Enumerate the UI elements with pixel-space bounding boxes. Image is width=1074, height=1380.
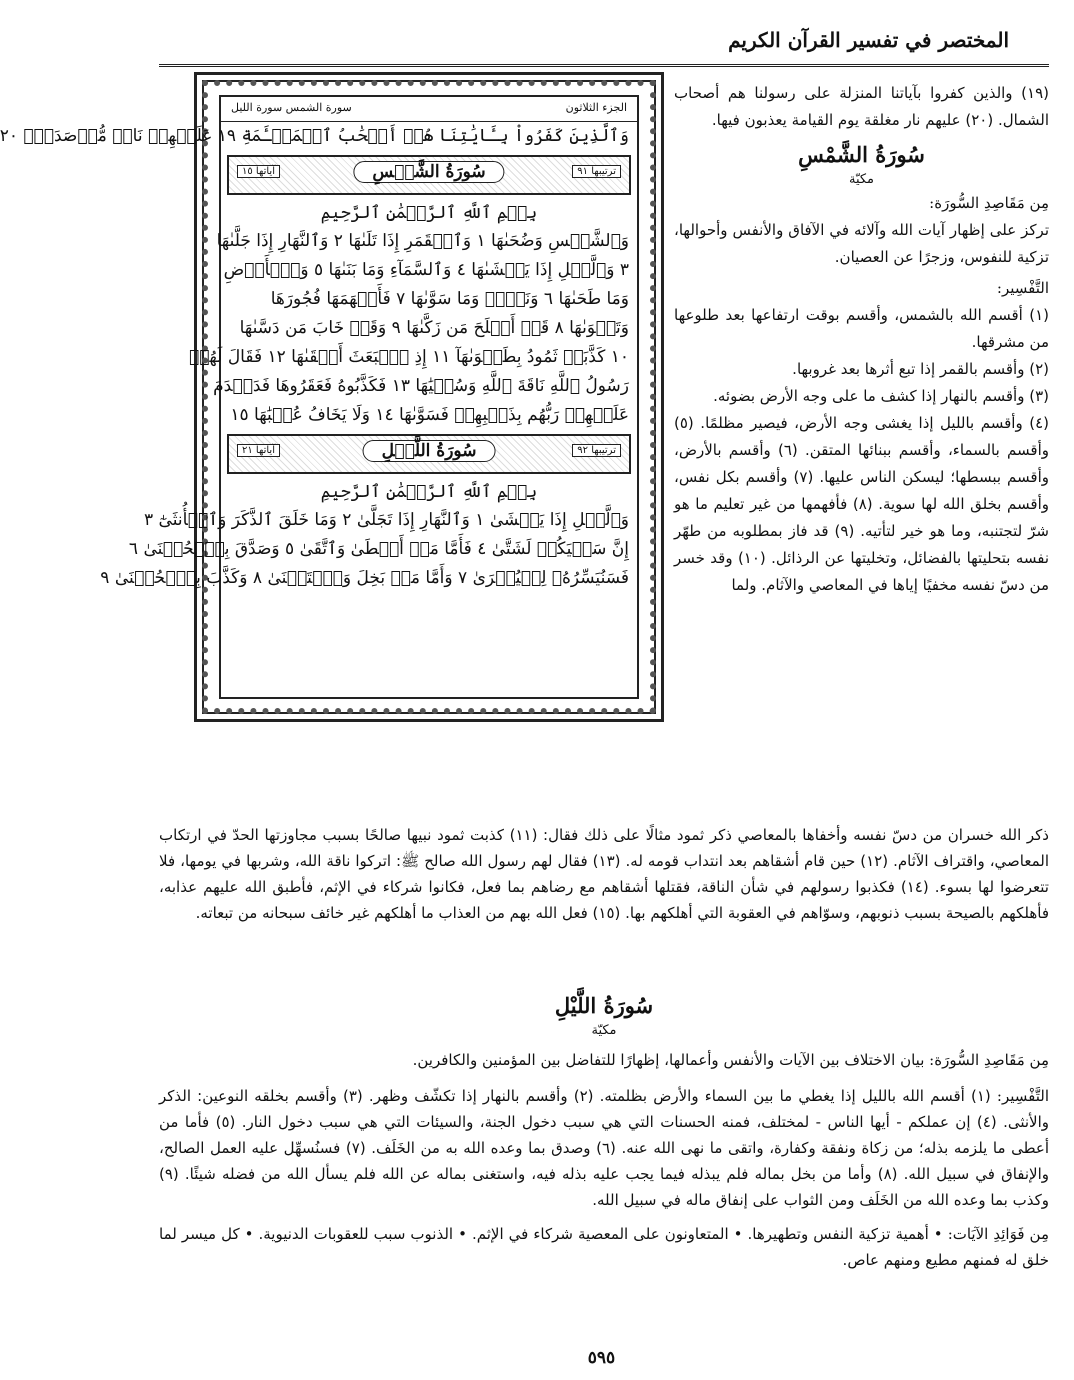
frame-inner (0, 95, 639, 699)
tafsir-label: التَّفْسِير: (996, 279, 1049, 297)
commentary-paragraph: (١٩) والذين كفروا بآياتنا المنزلة على رسولنا هم أصحاب الشمال. (٢٠) عليهم نار مغلقة يوم القيامة يعذبون فيها. (674, 84, 1049, 129)
juz-label: الجزء الثلاثون (565, 101, 627, 114)
book-title: المختصر في تفسير القرآن الكريم (728, 28, 1009, 52)
tafsir-verse: (٣) وأقسم بالنهار إذا كشف ما على وجه الأرض بضوئه. (713, 387, 1049, 405)
makkiya-label: مكيّة (591, 1023, 617, 1038)
maqasid-text: بيان الاختلاف بين الآيات والأنفس وأعمالها، إظهارًا للتفاضل بين المؤمنين والكافرين. (412, 1051, 925, 1069)
surah-ayah-count: آياتها ٢١ (237, 444, 280, 457)
surah-title: سُورَةُ اللَّيۡلِ (363, 440, 496, 462)
makkiya-label: مكيّة (848, 172, 875, 187)
commentary-column (674, 80, 1049, 599)
surah-heading: سُورَةُ اللَّيْلِ (554, 993, 654, 1018)
ayah-line: ٣ وَٱلَّيۡلِ إِذَا يَغۡشَىٰهَا ٤ وَٱلسَّمَآءِ وَمَا بَنَىٰهَا ٥ وَٱلۡأَرۡضِ (223, 260, 629, 280)
page-header (159, 22, 1049, 67)
tafsir-verse: (١) أقسم الله بالشمس، وأقسم بوقت ارتفاعها بعد طلوعها من مشرقها. (674, 306, 1049, 351)
ayah-line: ١٠ كَذَّبَتۡ ثَمُودُ بِطَغۡوَىٰهَآ ١١ إِذِ ٱنۢبَعَثَ أَشۡقَىٰهَا ١٢ فَقَالَ لَهُمۡ (189, 347, 629, 367)
ayah-line: رَسُولُ ٱللَّهِ نَاقَةَ ٱللَّهِ وَسُقۡيَٰهَا ١٣ فَكَذَّبُوهُ فَعَقَرُوهَا فَدَمۡدَمَ (213, 376, 629, 396)
ayah-line: وَٱلَّيۡلِ إِذَا يَغۡشَىٰ ١ وَٱلنَّهَارِ إِذَا تَجَلَّىٰ ٢ وَمَا خَلَقَ ٱلذَّكَرَ وَٱلۡأُنثَىٰٓ ٣ (144, 510, 629, 530)
page-number: ٥٩٥ (587, 1348, 616, 1368)
surah-band-layl (227, 434, 631, 474)
continuation-text: ذكر الله خسران من دسّ نفسه وأخفاها بالمعاصي ذكر ثمود مثالًا على ذلك فقال: (١١) كذبت ثمود نبيها صالحًا بسبب مجاوزتها الحدّ في ارتكاب المعاصي، واقتراف الآثام. (١٢) حين قام أشقاهم بعد انتداب قومه له. (١٣) فقال لهم رسول الله صالح ﷺ: اتركوا ناقة الله، وشربها في يومها، فلا تتعرضوا لها بسوء. (١٤) فكذبوا رسولهم في شأن الناقة، فقتلها أشقاهم مع رضاهم بما فعل، فكانوا شركاء في الإثم، فأطبق الله عليهم عذابه، فأهلكهم بالصيحة بسبب ذنوبهم، وسوّاهم في العقوبة التي أهلكهم بها. (١٥) فعل الله بهم من العذاب ما أهلكهم غير خائف سبحانه من تبعاته. (159, 826, 1049, 922)
tafsir-label: التَّفْسِير: (996, 1087, 1049, 1105)
surah-band-shams (227, 155, 631, 195)
surah-heading: سُورَةُ الشَّمْسِ (798, 142, 925, 167)
surah-title: سُورَةُ الشَّمۡسِ (353, 161, 504, 183)
basmala: بِسۡمِ ٱللَّهِ ٱلرَّحۡمَٰنِ ٱلرَّحِيمِ (320, 203, 538, 223)
maqasid-label: مِن مَقَاصِدِ السُّورَة: (929, 194, 1049, 212)
tafsir-text: (١) أقسم الله بالليل إذا يغطي ما بين السماء والأرض بظلمته. (٢) وأقسم بالنهار إذا تكشّف وظهر. (٣) وأقسم بخلقه النوعين: الذكر والأنثى. (٤) إن عملكم - أيها الناس - لمختلف، فمنه الحسنات التي هي سبب دخول الجنة، والسيئات التي هي سبب دخول النار. (٥) فأما من أعطى ما يلزمه بذله؛ من زكاة ونفقة وكفارة، واتقى ما نهى الله عنه. (٦) وصدق بما وعده الله به من الخَلَف. (٧) فسنُسهِّل عليه العمل الصالح، والإنفاق في سبيل الله. (٨) وأما من بخل بماله فلم يبذله فيما يجب عليه بذله فيه، واستغنى بماله عن الله فلم يسأل الله من فضله شيئًا. (٩) وكذب بما وعده الله من الخَلَف ومن الثواب على إنفاق ماله في سبيل الله. (159, 1087, 1050, 1209)
tafsir-verse: (٤) وأقسم بالليل إذا يغشى وجه الأرض، فيصير مظلمًا. (٥) وأقسم بالسماء، وأقسم ببنائها المتقن. (٦) وأقسم بالأرض، وأقسم ببسطها؛ ليسكن الناس عليها. (٧) وأقسم بكل نفس، وأقسم بخلق الله لها سوية. (٨) فأفهمها من غير تعليم ما هو شرّ لتجتنبه، وما هو خير لتأتيه. (٩) قد فاز بمطلوبه من طهّر نفسه بتحليتها بالفضائل، وتخليتها عن الرذائل. (١٠) وقد خسر من دسّ نفسه مخفيًا إياها في المعاصي والآثام. ولما (674, 414, 1049, 594)
ayah-line: وَمَا طَحَىٰهَا ٦ وَنَفۡسٖ وَمَا سَوَّىٰهَا ٧ فَأَلۡهَمَهَا فُجُورَهَا (270, 289, 629, 309)
surahs-label: سورة الشمس سورة الليل (231, 101, 352, 114)
surah-order: ترتيبها ٩١ (572, 165, 621, 178)
fawaid-text: • أهمية تزكية النفس وتطهيرها. • المتعاونون على المعصية شركاء في الإثم. • الذنوب سبب للعقوبات الدنيوية. • كل ميسر لما خلق له فمنهم مطيع ومنهم عاص. (159, 1225, 1049, 1269)
ayah-line: وَٱلَّذِينَ كَفَرُواْ بِـَٔايَٰتِنَا هُمۡ أَصۡحَٰبُ ٱلۡمَشۡـَٔمَةِ ١٩ عَلَيۡهِمۡ نَارٞ مُّؤۡصَدَةُۢ ٢٠ (0, 126, 629, 146)
surah-order: ترتيبها ٩٢ (572, 444, 621, 457)
tafsir-verse: (٢) وأقسم بالقمر إذا تبع أثرها بعد غروبها. (792, 360, 1049, 378)
ayah-line: وَتَقۡوَىٰهَا ٨ قَدۡ أَفۡلَحَ مَن زَكَّىٰهَا ٩ وَقَدۡ خَابَ مَن دَسَّىٰهَا (239, 318, 629, 338)
maqasid-label: مِن مَقَاصِدِ السُّورَة: (929, 1051, 1049, 1069)
ayah-line: وَٱلشَّمۡسِ وَضُحَىٰهَا ١ وَٱلۡقَمَرِ إِذَا تَلَىٰهَا ٢ وَٱلنَّهَارِ إِذَا جَلَّىٰهَا (216, 231, 629, 251)
ayah-line: عَلَيۡهِمۡ رَبُّهُم بِذَنۢبِهِمۡ فَسَوَّىٰهَا ١٤ وَلَا يَخَافُ عُقۡبَٰهَا ١٥ (230, 405, 629, 425)
tafsir-continuation (159, 822, 1049, 926)
surah-ayah-count: آياتها ١٥ (237, 165, 280, 178)
quran-frame (0, 72, 664, 722)
maqasid-text: تركز على إظهار آيات الله وآلائه في الآفاق والأنفس وأحوالها، تزكية للنفوس، وزجرًا عن العصيان. (674, 221, 1049, 266)
fawaid-label: مِن فَوَائِدِ الآيَات: (947, 1225, 1049, 1243)
ayah-line: إِنَّ سَعۡيَكُمۡ لَشَتَّىٰ ٤ فَأَمَّا مَنۡ أَعۡطَىٰ وَٱتَّقَىٰ ٥ وَصَدَّقَ بِٱلۡحُسۡنَىٰ ٦ (128, 539, 629, 559)
layl-section (159, 985, 1049, 1273)
basmala: بِسۡمِ ٱللَّهِ ٱلرَّحۡمَٰنِ ٱلرَّحِيمِ (320, 482, 538, 502)
frame-meta (221, 97, 637, 122)
ayah-line: فَسَنُيَسِّرُهُۥ لِلۡيُسۡرَىٰ ٧ وَأَمَّا مَنۢ بَخِلَ وَٱسۡتَغۡنَىٰ ٨ وَكَذَّبَ بِٱلۡحُسۡنَىٰ ٩ (100, 568, 629, 588)
